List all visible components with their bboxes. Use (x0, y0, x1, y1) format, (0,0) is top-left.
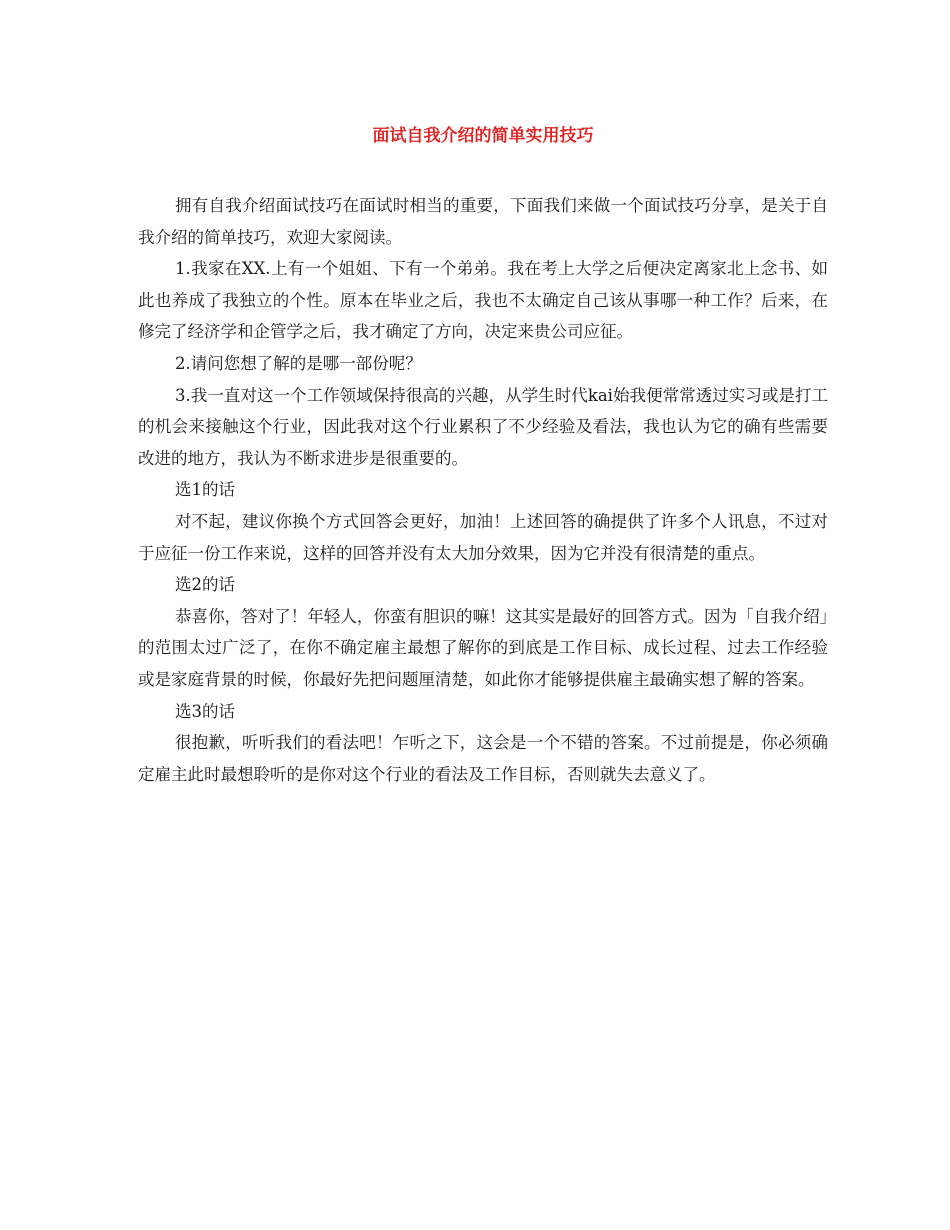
paragraph-choice-2-feedback: 恭喜你，答对了！年轻人，你蛮有胆识的嘛！这其实是最好的回答方式。因为「自我介绍」的范围太过广泛了，在你不确定雇主最想了解你的到底是工作目标、成长过程、过去工作经验或是家庭背景的时候，你最好先把问题厘清楚，如此你才能够提供雇主最确实想了解的答案。 (138, 606, 828, 689)
paragraph-intro: 拥有自我介绍面试技巧在面试时相当的重要，下面我们来做一个面试技巧分享，是关于自我介绍的简单技巧，欢迎大家阅读。 (138, 196, 828, 247)
paragraph-choice-1-feedback: 对不起，建议你换个方式回答会更好，加油！上述回答的确提供了许多个人讯息，不过对于应征一份工作来说，这样的回答并没有太大加分效果，因为它并没有很清楚的重点。 (138, 511, 828, 563)
paragraph-answer-2: 2.请问您想了解的是哪一部份呢？ (175, 353, 422, 373)
paragraph-choice-3-feedback: 很抱歉，听听我们的看法吧！乍听之下，这会是一个不错的答案。不过前提是，你必须确定雇主此时最想聆听的是你对这个行业的看法及工作目标，否则就失去意义了。 (138, 733, 828, 784)
paragraph-choice-2-heading: 选2的话 (175, 575, 235, 595)
paragraph-answer-3: 3.我一直对这一个工作领域保持很高的兴趣，从学生时代kai始我便常常透过实习或是打工的机会来接触这个行业，因此我对这个行业累积了不少经验及看法，我也认为它的确有些需要改进的地方，我认为不断求进步是很重要的。 (138, 385, 828, 468)
paragraph-choice-3-heading: 选3的话 (175, 701, 235, 721)
document-title: 面试自我介绍的简单实用技巧 (372, 126, 594, 146)
paragraph-choice-1-heading: 选1的话 (175, 480, 235, 500)
document-body (138, 190, 828, 790)
paragraph-answer-1: 1.我家在XX.上有一个姐姐、下有一个弟弟。我在考上大学之后便决定离家北上念书、如此也养成了我独立的个性。原本在毕业之后，我也不太确定自己该从事哪一种工作？后来，在修完了经济学和企管学之后，我才确定了方向，决定来贵公司应征。 (138, 259, 828, 342)
